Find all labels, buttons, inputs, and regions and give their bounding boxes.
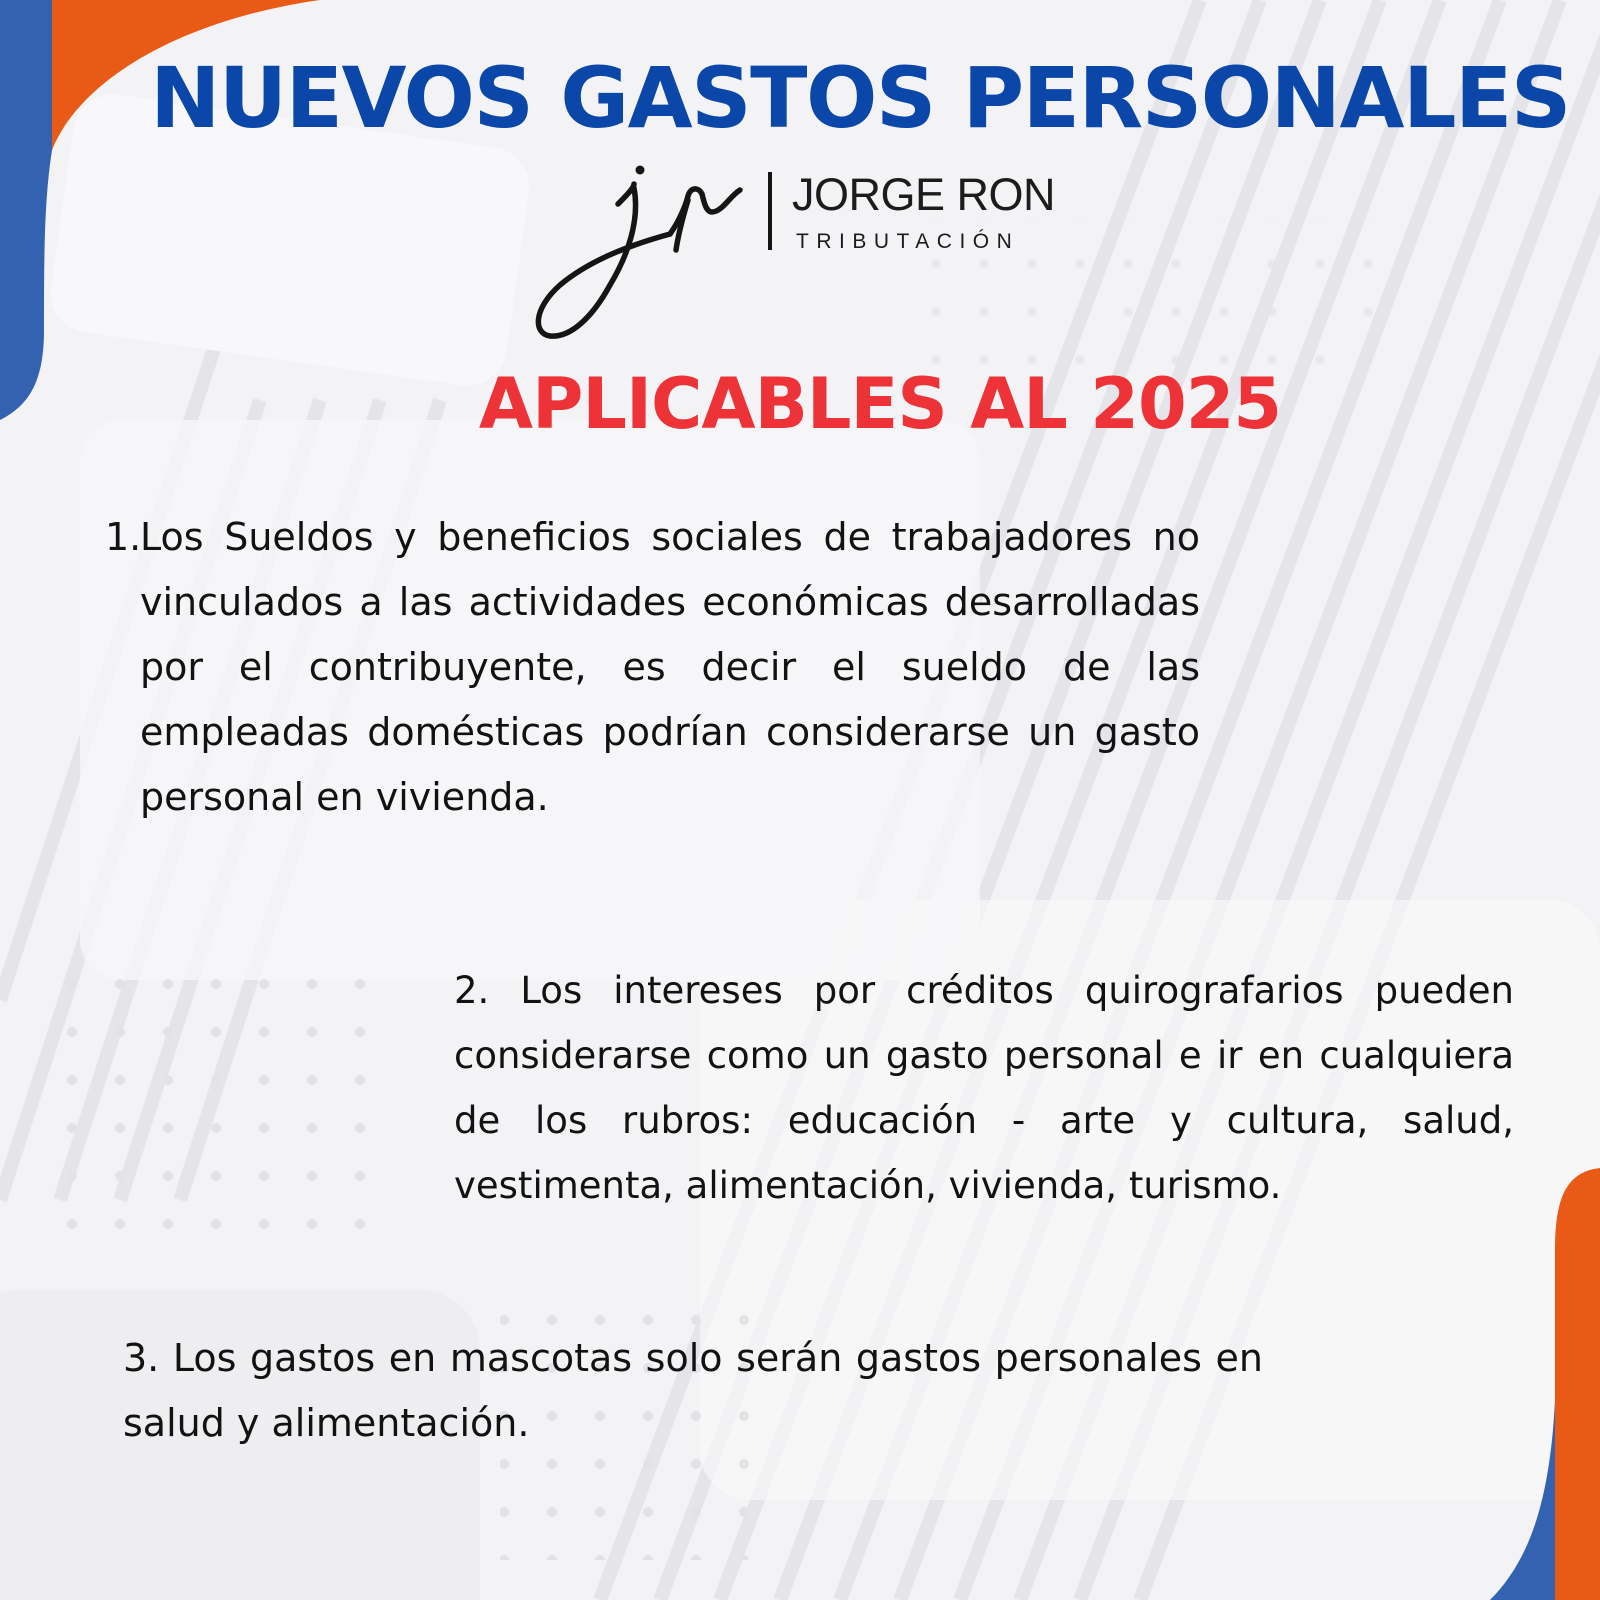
page-subtitle: APLICABLES AL 2025 [478, 363, 1282, 445]
list-item-number: 2. [454, 969, 490, 1012]
list-item-text: Los Sueldos y beneficios sociales de trabajadores no vinculados a las actividades económicas desarrolladas por el contribuyente, es decir el sueldo de las empleadas domésticas podrían considerarse un gasto personal en vivienda. [140, 515, 1200, 819]
list-item-number: 1. [105, 515, 142, 559]
list-item-number: 3. [123, 1336, 160, 1380]
list-item-1 [105, 505, 1200, 830]
page-title: NUEVOS GASTOS PERSONALES [150, 49, 1570, 147]
list-item-2 [454, 958, 1514, 1218]
brand-tagline: TRIBUTACIÓN [796, 230, 1020, 253]
monogram-logo-icon [530, 160, 780, 350]
list-item-text: Los gastos en mascotas solo serán gastos personales en salud y alimentación. [123, 1336, 1263, 1445]
list-item-text: Los intereses por créditos quirografarios pueden considerarse como un gasto personal e ir en cualquiera de los rubros: educación - arte y cultura, salud, vestimenta, alimentación, vivienda, turismo. [454, 969, 1514, 1207]
list-item-3 [123, 1326, 1263, 1456]
brand-name: JORGE RON [792, 169, 1056, 220]
